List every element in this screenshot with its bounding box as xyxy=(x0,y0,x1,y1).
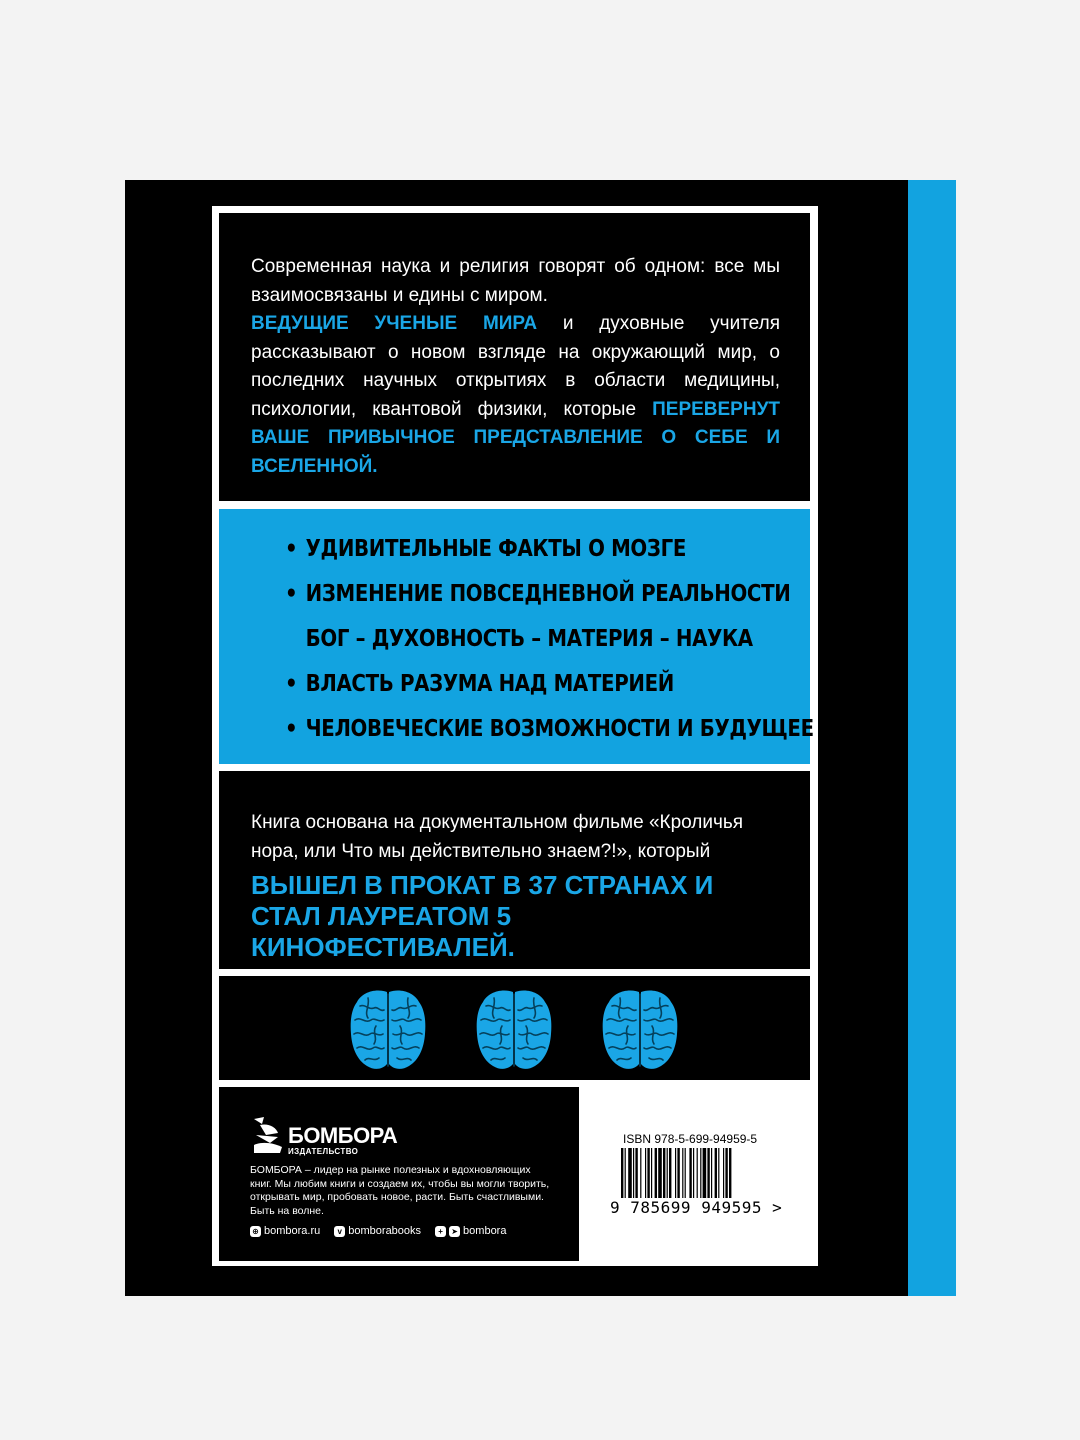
bullet-item: БОГ – ДУХОВНОСТЬ – МАТЕРИЯ – НАУКА xyxy=(305,626,753,652)
plus-icon: + xyxy=(435,1226,446,1237)
bullet-item: • ИЗМЕНЕНИЕ ПОВСЕДНЕВНОЙ РЕАЛЬНОСТИ xyxy=(285,581,791,607)
brain-icon xyxy=(600,986,680,1072)
globe-icon: ⊕ xyxy=(250,1226,261,1237)
intro-highlight-scientists: ВЕДУЩИЕ УЧЕНЫЕ МИРА xyxy=(251,313,538,334)
book-spine xyxy=(908,180,956,1296)
intro-highlight-change: ПЕРЕВЕРНУТ ВАШЕ ПРИВЫЧНОЕ ПРЕДСТАВЛЕНИЕ О СЕБЕ И ВСЕЛЕННОЙ. xyxy=(251,398,780,477)
link-website: ⊕ bombora.ru xyxy=(250,1225,320,1237)
intro-text: Современная наука и религия говорят об одном: все мы взаимосвязаны и едины с миром. ВЕДУЩИЕ УЧЕНЫЕ МИРА и духовные учителя рассказывают о новом взгляде на окружающий мир, о последних научных открытиях в области медицины, психологии, квантовой физики, которые ПЕРЕВЕРНУТ ВАШЕ ПРИВЫЧНОЕ ПРЕДСТАВЛЕНИЕ О СЕБЕ И ВСЕЛЕННОЙ. xyxy=(251,256,780,477)
bullet-item: • ЧЕЛОВЕЧЕСКИЕ ВОЗМОЖНОСТИ И БУДУЩЕЕ xyxy=(285,716,814,742)
publisher-about: БОМБОРА – лидер на рынке полезных и вдохновляющих книг. Мы любим книги и создаем их, чтобы вы могли творить, открывать мир, пробовать новое, расти. Быть счастливыми. Быть на волне. xyxy=(250,1164,550,1217)
brain-icon xyxy=(474,986,554,1072)
film-text: Книга основана на документальном фильме «Кроличья нора, или Что мы действительно знаем?!», который xyxy=(251,812,744,862)
publisher-links xyxy=(250,1225,579,1237)
publisher-logo-icon xyxy=(250,1115,284,1155)
barcode-number: 9 785699 949595 > xyxy=(610,1198,783,1217)
isbn-label: ISBN 978-5-699-94959-5 xyxy=(623,1132,758,1146)
telegram-icon: ➤ xyxy=(449,1226,460,1237)
link-telegram: + ➤ bombora xyxy=(435,1225,506,1237)
publisher-name: БОМБОРА xyxy=(288,1123,398,1148)
bullets-panel xyxy=(219,509,814,764)
film-highlight: ВЫШЕЛ В ПРОКАТ В 37 СТРАНАХ И СТАЛ ЛАУРЕАТОМ 5 КИНОФЕСТИВАЛЕЙ. xyxy=(251,870,714,962)
brains-panel xyxy=(219,976,810,1080)
barcode xyxy=(621,1148,771,1198)
bullet-item: • УДИВИТЕЛЬНЫЕ ФАКТЫ О МОЗГЕ xyxy=(285,536,687,562)
film-panel xyxy=(219,771,810,969)
vk-icon: v xyxy=(334,1226,345,1237)
link-vk: v bomborabooks xyxy=(334,1225,421,1237)
publisher-panel xyxy=(219,1087,579,1261)
bullet-item: • ВЛАСТЬ РАЗУМА НАД МАТЕРИЕЙ xyxy=(285,671,674,697)
intro-panel xyxy=(219,213,810,501)
publisher-logo xyxy=(250,1115,579,1156)
brain-icon xyxy=(348,986,428,1072)
publisher-subtitle: ИЗДАТЕЛЬСТВО xyxy=(288,1147,359,1156)
